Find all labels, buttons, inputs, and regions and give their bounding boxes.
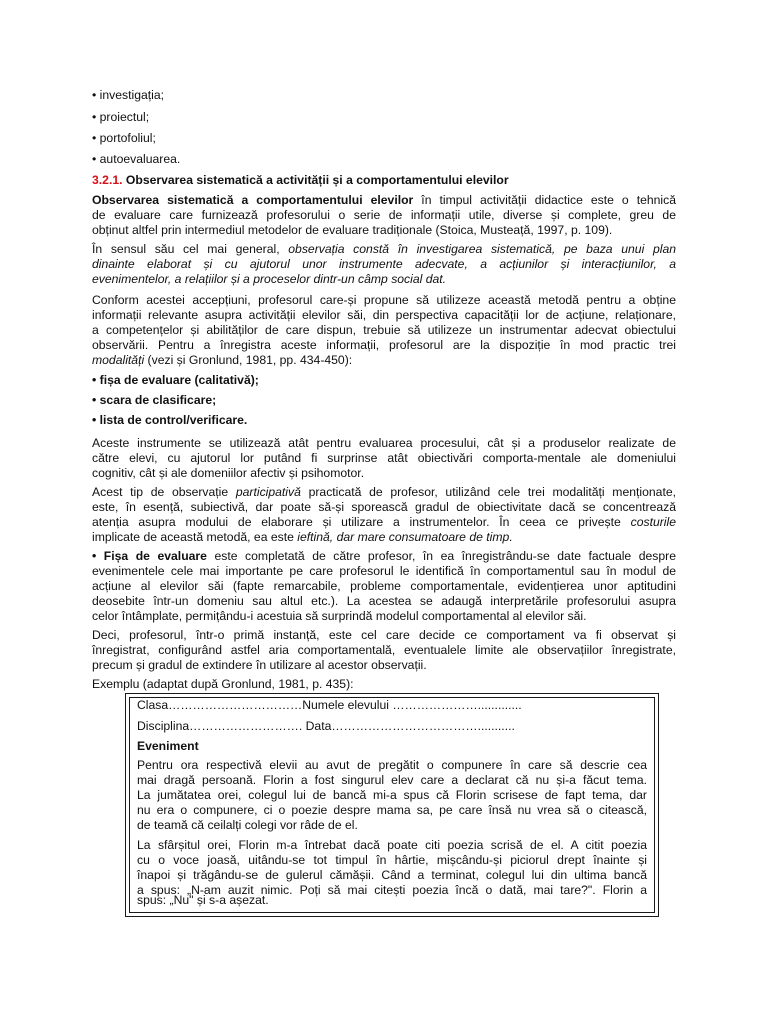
paragraph-line: celor întâmplate, permițându-i acestuia să surprindă modelul comportamental al elevilor săi.	[92, 609, 587, 623]
paragraph-line: Conform acestei accepțiuni, profesorul care-și propune să utilizeze această metodă pentru a obține	[92, 293, 676, 307]
paragraph-line: acțiune al elevilor săi (fapte remarcabile, probleme comportamentale, evidențierea unor aptitudini	[92, 579, 676, 593]
form-heading: Eveniment	[137, 739, 199, 753]
paragraph-line: evenimentele cele mai importante pe care profesorul le identifică în comportamentul sau în modul de	[92, 564, 676, 578]
paragraph-line: evenimentelor, a relațiilor și a proceselor dintr-un câmp social dat.	[92, 272, 447, 286]
form-event-line: înapoi și trăgându-se de gulerul cămășii. Când a terminat, colegul lui din ultima bancă	[137, 868, 647, 882]
section-title: Observarea sistematică a activității și a comportamentului elevilor	[125, 173, 509, 187]
paragraph-line: înregistrat, configurând astfel aria comportamentală, eventualele limite ale observațiilor înregistrate,	[92, 643, 676, 657]
paragraph-line: obținut altfel prin intermediul metodelor de evaluare tradiționale (Stoica, Musteață, 1997, p. 109).	[92, 223, 613, 237]
bullet-item: • proiectul;	[92, 110, 150, 124]
bullet-item: • autoevaluarea.	[92, 152, 181, 166]
paragraph-line: În sensul său cel mai general, observația constă în investigarea sistematică, pe baza unui plan	[92, 242, 676, 256]
paragraph-line: Aceste instrumente se utilizează atât pentru evaluarea procesului, cât și a produselor realizate de	[92, 436, 676, 450]
paragraph-line: precum și gradul de extindere în utilizare al acestor observații.	[92, 658, 427, 672]
bullet-item: • portofoliul;	[92, 131, 156, 145]
form-event-line: spus: „Nu" și s-a așezat.	[137, 893, 269, 907]
form-event-line: La sfârșitul orei, Florin m-a întrebat dacă poate citi poezia scrisă de el. A citit poezia	[137, 838, 647, 852]
paragraph-line: informații relevante asupra activității elevilor săi, din perspectiva capacității lor de acțiune, relaționare,	[92, 308, 676, 322]
form-subject-line: Disciplina………………………. Data………………………………...........	[137, 719, 515, 733]
paragraph-line: este, în esență, subiectivă, dar poate să-și sporească gradul de obiectivitate dacă se concentrează	[92, 500, 676, 514]
form-event-line: cu o voce joasă, uitându-se tot timpul în hârtie, mișcându-și piciorul drept înainte și	[137, 853, 647, 867]
paragraph-line: atenția asupra modului de elaborare și utilizare a instrumentelor. În ceea ce privește costurile	[92, 515, 676, 529]
paragraph-line: Observarea sistematică a comportamentului elevilor în timpul activității didactice este o tehnică	[92, 193, 676, 207]
paragraph-line: • Fișa de evaluare este completată de către profesor, în ea înregistrându-se date factuale despre	[92, 549, 677, 563]
paragraph-line: de evaluare care furnizează profesorului o serie de informații utile, diverse și complete, greu de	[92, 208, 676, 222]
example-intro: Exemplu (adaptat după Gronlund, 1981, p. 435):	[92, 677, 354, 691]
form-event-line: Pentru ora respectivă elevii au avut de pregătit o compunere în care să descrie cea	[137, 758, 647, 772]
section-number: 3.2.1.	[92, 173, 123, 187]
form-event-line: de teamă că ceilalți colegi vor râde de el.	[137, 818, 358, 832]
paragraph-line: Acest tip de observație participativă practicată de profesor, utilizând cele trei modalități menționate,	[92, 485, 676, 499]
form-event-line: nu era o compunere, ci o poezie despre mama sa, pe care însă nu vrea să o citească,	[137, 803, 647, 817]
section-heading	[92, 173, 509, 188]
form-class-line: Clasa……………………………Numele elevului ………………….............	[137, 698, 522, 712]
paragraph-line: dinainte elaborat și cu ajutorul unor instrumente adecvate, a acțiunilor și interacțiunilor, a	[92, 257, 676, 271]
paragraph-line: către elevi, cu ajutorul lor putând fi surprinse atât obiectivări comporta-mentale ale domeniului	[92, 451, 676, 465]
paragraph-line: implicate de această metodă, ea este ieftină, dar mare consumatoare de timp.	[92, 530, 513, 544]
paragraph-line: Deci, profesorul, într-o primă instanță, este cel care decide ce comportament va fi observat și	[92, 628, 676, 642]
paragraph-line: observării. Pentru a înregistra aceste informații, profesorul are la dispoziție în mod practic trei	[92, 338, 676, 352]
form-event-line: a spus: „N-am auzit nimic. Poți să mai citești poezia încă o dată, mai tare?". Florin a	[137, 883, 647, 897]
paragraph-line: cognitiv, cât și ale domeniilor afectiv și psihomotor.	[92, 466, 365, 480]
tool-item: • fișa de evaluare (calitativă);	[92, 373, 259, 387]
paragraph-line: deosebite într-un domeniu sau altul etc.). La acestea se adaugă interpretările profesorului asupra	[92, 594, 676, 608]
form-event-line: mai dragă persoană. Florin a fost singurul elev care a declarat că nu și-a făcut tema.	[137, 773, 647, 787]
tool-item: • scara de clasificare;	[92, 393, 217, 407]
tool-item: • lista de control/verificare.	[92, 413, 248, 427]
bullet-item: • investigația;	[92, 88, 165, 102]
paragraph-line: modalități (vezi și Gronlund, 1981, pp. 434-450):	[92, 353, 353, 367]
paragraph-line: a competențelor și abilităților de care dispun, trebuie să utilizeze un instrumentar adecvat obiectului	[92, 323, 676, 337]
form-event-line: La jumătatea orei, colegul lui de bancă mi-a spus că Florin scrisese de fapt tema, dar	[137, 788, 647, 802]
